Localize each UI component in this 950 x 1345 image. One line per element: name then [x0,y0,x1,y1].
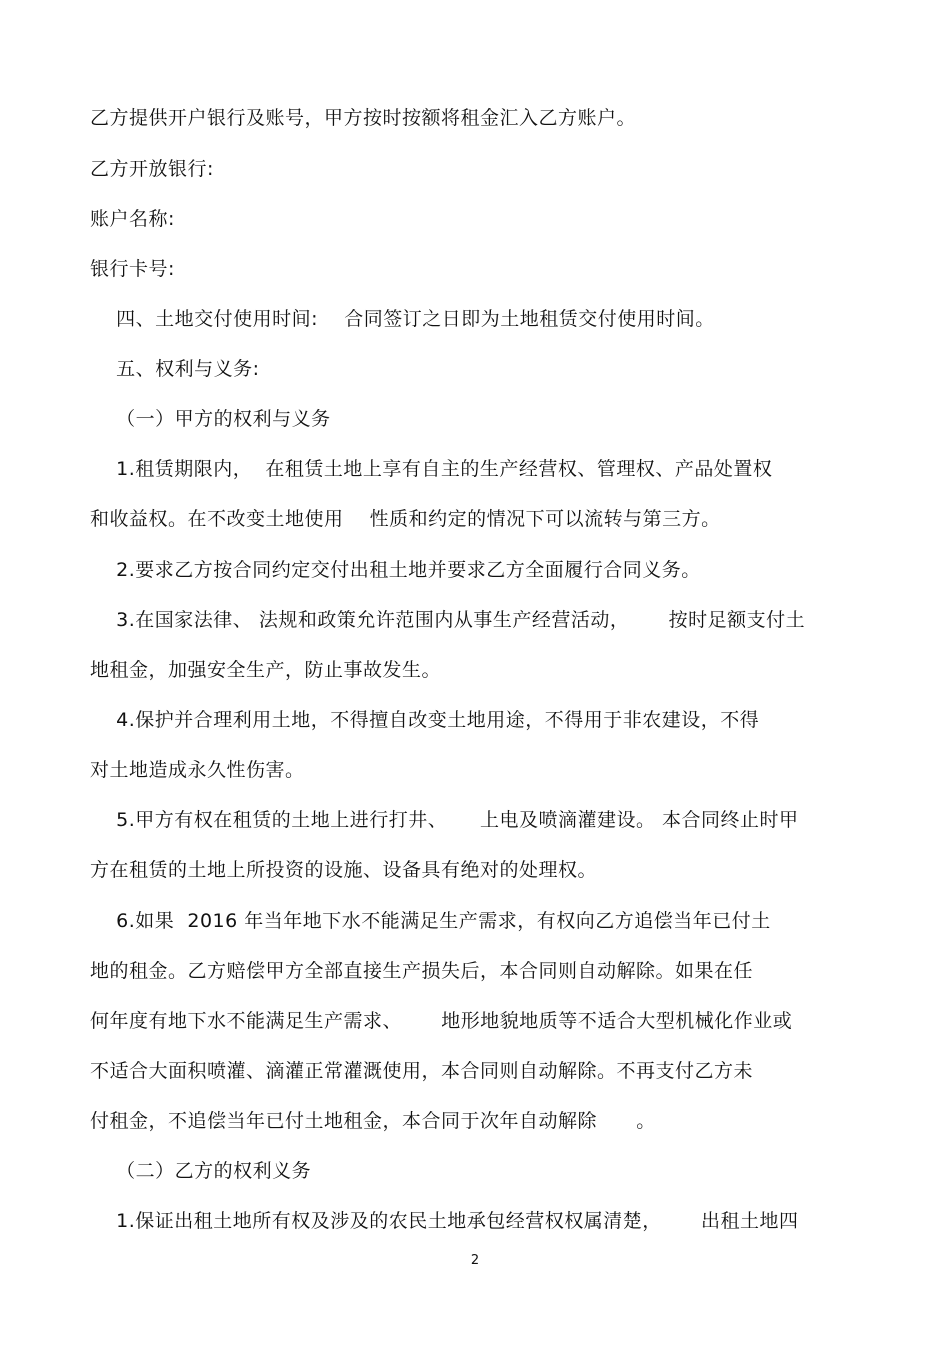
section-heading: 四、土地交付使用时间: 合同签订之日即为土地租赁交付使用时间。 [90,308,715,330]
paragraph-line: 何年度有地下水不能满足生产需求、 地形地貌地质等不适合大型机械化作业或 [90,1010,793,1032]
paragraph-line: 乙方开放银行: [90,158,214,180]
paragraph-line: 3.在国家法律、 法规和政策允许范围内从事生产经营活动， 按时足额支付土 [90,609,806,631]
paragraph-line: 1.保证出租土地所有权及涉及的农民土地承包经营权权属清楚， 出租土地四 [90,1210,799,1232]
paragraph-line: 和收益权。在不改变土地使用 性质和约定的情况下可以流转与第三方。 [90,508,721,530]
paragraph-line: 不适合大面积喷灌、滴灌正常灌溉使用，本合同则自动解除。不再支付乙方未 [90,1060,754,1082]
paragraph-line: 4.保护并合理利用土地，不得擅自改变土地用途，不得用于非农建设，不得 [90,709,760,731]
paragraph-line: 地租金，加强安全生产，防止事故发生。 [90,659,442,681]
paragraph-line: 2.要求乙方按合同约定交付出租土地并要求乙方全面履行合同义务。 [90,559,701,581]
paragraph-line: 账户名称: [90,208,175,230]
section-heading: 五、权利与义务: [90,358,260,380]
paragraph-line: 对土地造成永久性伤害。 [90,759,305,781]
paragraph-line: 1.租赁期限内， 在租赁土地上享有自主的生产经营权、管理权、产品处置权 [90,458,773,480]
paragraph-line: 付租金，不追偿当年已付土地租金，本合同于次年自动解除 。 [90,1110,656,1132]
paragraph-line: 6.如果 2016 年当年地下水不能满足生产需求，有权向乙方追偿当年已付土 [90,910,771,932]
paragraph-line: 方在租赁的土地上所投资的设施、设备具有绝对的处理权。 [90,859,598,881]
paragraph-line: 地的租金。乙方赔偿甲方全部直接生产损失后，本合同则自动解除。如果在任 [90,960,754,982]
subsection-heading: （二）乙方的权利义务 [90,1160,312,1182]
paragraph-line: 银行卡号: [90,258,175,280]
page-number: 2 [470,1253,480,1268]
paragraph-line: 乙方提供开户银行及账号，甲方按时按额将租金汇入乙方账户。 [90,107,637,129]
paragraph-line: 5.甲方有权在租赁的土地上进行打井、 上电及喷滴灌建设。 本合同终止时甲 [90,809,799,831]
subsection-heading: （一）甲方的权利与义务 [90,408,331,430]
